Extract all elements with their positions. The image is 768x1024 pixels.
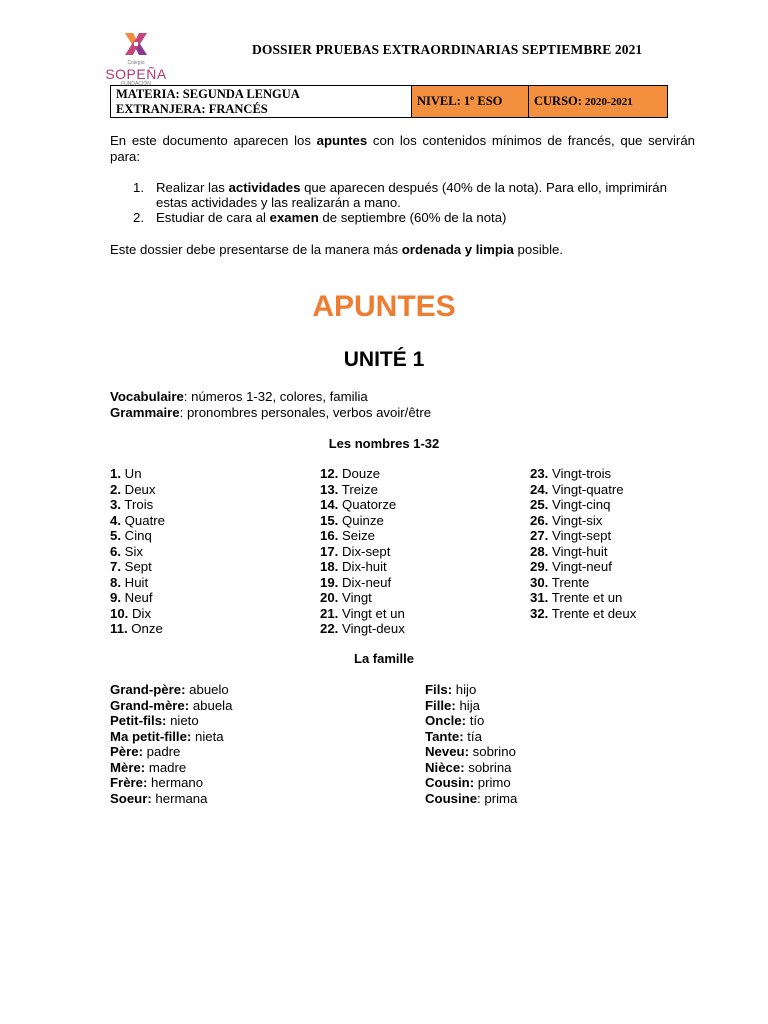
term-label: 15.: [320, 512, 339, 528]
term-value: Dix-huit: [338, 559, 387, 574]
term-label: Père:: [110, 744, 143, 759]
list-item: [110, 729, 232, 745]
list-item: [110, 621, 165, 637]
term-label: 18.: [320, 559, 339, 574]
term-value: sobrino: [468, 744, 516, 759]
list-item: [425, 744, 517, 760]
course-year: 2020-2021: [585, 96, 633, 108]
term-label: 27.: [530, 528, 549, 543]
term-value: Vingt-cinq: [548, 497, 611, 512]
term-label: Nièce:: [425, 759, 465, 775]
vocabulary-text: : números 1-32, colores, familia: [183, 389, 368, 404]
list-text: Realizar las: [156, 180, 229, 195]
list-item: [425, 713, 517, 729]
term-value: hija: [455, 697, 480, 713]
list-item: [320, 466, 405, 482]
logo-subtitle: FUNDACIÓN: [121, 81, 151, 87]
list-item: [110, 682, 232, 698]
term-value: primo: [474, 775, 511, 790]
term-value: Quinze: [338, 512, 384, 528]
header-title: DOSSIER PRUEBAS EXTRAORDINARIAS SEPTIEMBRE 2021: [252, 42, 643, 57]
list-item: [110, 760, 232, 776]
list-item: [110, 744, 232, 760]
list-text-end: que aparecen después (40% de la nota). Para ello, imprimirán estas actividades y las realizarán a mano.: [156, 180, 667, 210]
term-value: tío: [466, 713, 485, 728]
term-label: 8.: [110, 574, 121, 590]
term-value: Sept: [121, 559, 152, 574]
subject-cell: [111, 86, 412, 118]
list-item: [425, 775, 517, 791]
term-label: Cousine: [425, 790, 478, 806]
list-item: [133, 210, 695, 225]
term-value: Dix-neuf: [338, 574, 392, 590]
term-value: Un: [121, 466, 142, 481]
subject-line-2: EXTRANJERA: FRANCÉS: [116, 101, 268, 116]
term-label: 17.: [320, 543, 339, 559]
logo-name: SOPEÑA: [105, 66, 167, 82]
term-label: 30.: [530, 574, 549, 590]
term-label: Petit-fils:: [110, 713, 167, 728]
term-value: hermana: [151, 790, 208, 806]
list-item: [530, 513, 636, 529]
term-value: hermano: [147, 775, 204, 790]
term-label: Mère:: [110, 759, 146, 775]
level-cell: NIVEL: 1º ESO: [412, 86, 529, 118]
term-label: 24.: [530, 481, 549, 497]
term-value: sobrina: [464, 759, 512, 775]
list-item: [530, 497, 636, 513]
sopena-logo: [105, 30, 167, 86]
list-item: [530, 466, 636, 482]
list-item: [530, 528, 636, 544]
intro-bold: apuntes: [316, 133, 368, 148]
list-item: [110, 559, 165, 575]
list-item: [530, 559, 636, 575]
term-label: 12.: [320, 466, 339, 481]
term-label: Ma petit-fille:: [110, 728, 192, 744]
term-value: Seize: [338, 528, 375, 543]
term-value: : prima: [477, 790, 518, 806]
term-label: 5.: [110, 528, 121, 543]
list-item: [110, 713, 232, 729]
list-item: [530, 575, 636, 591]
term-value: abuelo: [185, 682, 229, 697]
logo-prefix: Colegio: [127, 60, 145, 66]
list-item: [530, 482, 636, 498]
list-item: [110, 698, 232, 714]
family-column-1: [110, 682, 232, 806]
term-value: Vingt-quatre: [548, 481, 624, 497]
term-value: Trente et un: [548, 590, 623, 605]
term-label: 28.: [530, 543, 549, 559]
term-label: Fille:: [425, 697, 456, 713]
list-number: 1.: [133, 180, 144, 195]
vocabulary-label: Vocabulaire: [110, 389, 184, 404]
course-label: CURSO:: [534, 94, 582, 108]
list-text-end: de septiembre (60% de la nota): [318, 210, 507, 225]
term-value: Cinq: [121, 528, 152, 543]
term-label: Fils:: [425, 682, 453, 697]
numbers-column-1: [110, 466, 165, 637]
term-label: 4.: [110, 512, 121, 528]
term-value: hijo: [452, 682, 477, 697]
term-label: 10.: [110, 605, 129, 621]
term-label: 32.: [530, 605, 549, 621]
foundation-cross-icon: [122, 30, 150, 58]
term-value: Vingt-six: [548, 512, 603, 528]
family-title: La famille: [354, 651, 414, 666]
list-item: [110, 575, 165, 591]
list-item: [110, 482, 165, 498]
list-number: 2.: [133, 210, 144, 225]
numbers-column-2: [320, 466, 405, 637]
list-item: [110, 590, 165, 606]
apuntes-title: APUNTES: [312, 290, 456, 323]
list-item: [110, 544, 165, 560]
note-bold: ordenada y limpia: [401, 242, 514, 257]
term-label: 26.: [530, 512, 549, 528]
term-value: tía: [463, 728, 482, 744]
grammar-line: [110, 405, 431, 421]
term-label: 23.: [530, 466, 549, 481]
grammar-label: Grammaire: [110, 405, 180, 420]
term-label: 2.: [110, 481, 121, 497]
vocabulary-line: [110, 389, 368, 405]
list-item: [320, 528, 405, 544]
term-value: abuela: [189, 697, 233, 713]
list-item: [320, 621, 405, 637]
term-value: madre: [145, 759, 187, 775]
list-item: [320, 590, 405, 606]
term-label: 31.: [530, 590, 549, 605]
term-label: 14.: [320, 497, 339, 512]
term-label: Oncle:: [425, 713, 467, 728]
list-item: [320, 482, 405, 498]
term-label: Neveu:: [425, 744, 469, 759]
term-value: Neuf: [121, 590, 153, 605]
term-label: 22.: [320, 621, 339, 636]
list-item: [425, 729, 517, 745]
term-value: Quatorze: [338, 497, 397, 512]
term-value: Trente et deux: [548, 605, 637, 621]
term-label: Frère:: [110, 775, 148, 790]
grammar-text: : pronombres personales, verbos avoir/être: [179, 405, 432, 420]
list-item: [320, 575, 405, 591]
purpose-list: [133, 180, 695, 225]
list-item: [530, 544, 636, 560]
term-label: Soeur:: [110, 790, 152, 806]
term-label: 25.: [530, 497, 549, 512]
term-label: Grand-père:: [110, 682, 186, 697]
list-item: [425, 760, 517, 776]
list-item: [425, 682, 517, 698]
term-label: 11.: [110, 621, 128, 636]
term-label: 1.: [110, 466, 121, 481]
term-value: Vingt-deux: [338, 621, 405, 636]
presentation-note: [110, 242, 695, 258]
term-value: Trente: [548, 574, 590, 590]
term-label: 19.: [320, 574, 339, 590]
list-item: [110, 528, 165, 544]
term-value: Trois: [121, 497, 154, 512]
list-item: [110, 466, 165, 482]
list-item: [320, 497, 405, 513]
list-item: [530, 606, 636, 622]
term-value: nieto: [166, 713, 199, 728]
list-item: [425, 698, 517, 714]
list-item: [320, 606, 405, 622]
list-item: [110, 497, 165, 513]
list-bold: examen: [269, 210, 319, 225]
term-label: Tante:: [425, 728, 464, 744]
term-label: Grand-mère:: [110, 697, 190, 713]
term-label: 9.: [110, 590, 121, 605]
term-value: Huit: [121, 574, 149, 590]
term-value: padre: [143, 744, 181, 759]
term-label: 3.: [110, 497, 121, 512]
term-value: Vingt-trois: [548, 466, 612, 481]
list-item: [110, 791, 232, 807]
note-text-end: posible.: [513, 242, 564, 257]
term-label: 16.: [320, 528, 339, 543]
term-value: Treize: [338, 481, 378, 497]
intro-paragraph: [110, 133, 695, 165]
term-value: Douze: [338, 466, 381, 481]
term-label: 21.: [320, 605, 339, 621]
list-item: [133, 180, 695, 210]
subject-line-1: MATERIA: SEGUNDA LENGUA: [116, 86, 300, 101]
list-item: [320, 513, 405, 529]
term-value: nieta: [191, 728, 224, 744]
term-label: 6.: [110, 543, 121, 559]
list-item: [530, 590, 636, 606]
list-item: [110, 513, 165, 529]
term-value: Vingt et un: [338, 605, 405, 621]
term-label: 13.: [320, 481, 339, 497]
term-value: Onze: [127, 621, 163, 636]
term-value: Vingt-neuf: [548, 559, 612, 574]
term-label: Cousin:: [425, 775, 475, 790]
list-item: [110, 775, 232, 791]
list-bold: actividades: [228, 180, 301, 195]
list-item: [110, 606, 165, 622]
intro-text-end: con los contenidos mínimos de francés, que servirán para:: [110, 133, 695, 164]
term-value: Vingt: [338, 590, 372, 605]
term-value: Vingt-sept: [548, 528, 612, 543]
term-label: 20.: [320, 590, 339, 605]
term-value: Deux: [121, 481, 156, 497]
term-value: Dix-sept: [338, 543, 391, 559]
list-item: [320, 559, 405, 575]
list-text: Estudiar de cara al: [156, 210, 270, 225]
term-value: Quatre: [121, 512, 165, 528]
numbers-title: Les nombres 1-32: [328, 436, 440, 451]
course-cell: [529, 86, 668, 118]
term-value: Dix: [128, 605, 152, 621]
unite-title: UNITÉ 1: [343, 348, 425, 371]
numbers-column-3: [530, 466, 636, 621]
list-item: [320, 544, 405, 560]
term-value: Vingt-huit: [548, 543, 608, 559]
term-value: Six: [121, 543, 143, 559]
intro-text: En este documento aparecen los: [110, 133, 317, 148]
term-label: 29.: [530, 559, 549, 574]
note-text: Este dossier debe presentarse de la manera más: [110, 242, 402, 257]
family-column-2: [425, 682, 517, 806]
info-table: [110, 85, 668, 118]
term-label: 7.: [110, 559, 121, 574]
list-item: [425, 791, 517, 807]
